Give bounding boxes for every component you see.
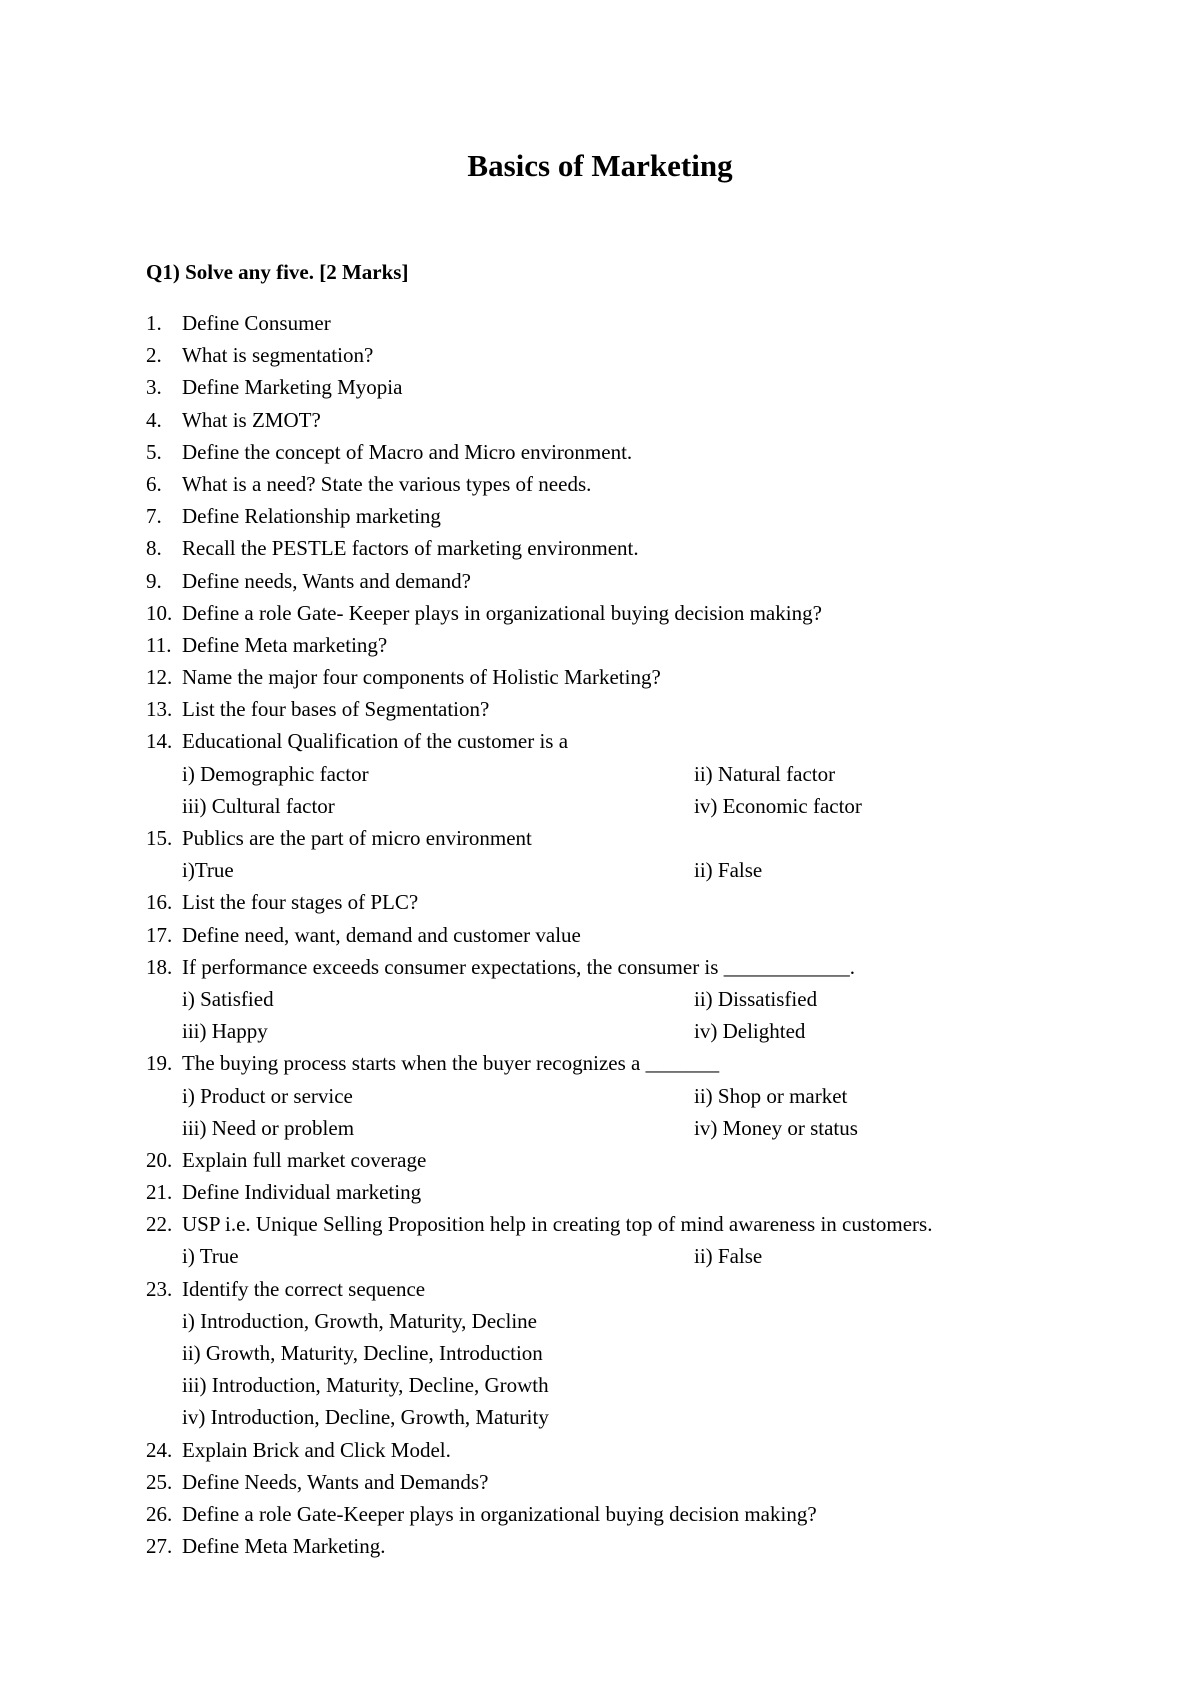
option-row: [146, 1305, 1106, 1337]
question-text: Define the concept of Macro and Micro environment.: [182, 439, 633, 464]
question-item: [146, 532, 1106, 564]
option-left: i) Satisfied: [182, 986, 274, 1011]
question-number: 14.: [146, 729, 173, 754]
question-number: 6.: [146, 471, 162, 496]
option-row: [146, 1337, 1106, 1369]
question-text: Define Relationship marketing: [182, 504, 441, 529]
question-item: [146, 1434, 1106, 1466]
question-item: [146, 339, 1106, 371]
option-right: ii) Natural factor: [694, 761, 836, 786]
question-item: [146, 404, 1106, 436]
question-text: Define Individual marketing: [182, 1180, 422, 1205]
option-right: iv) Delighted: [694, 1019, 806, 1044]
question-text: Define need, want, demand and customer value: [182, 922, 581, 947]
question-number: 3.: [146, 375, 162, 400]
question-number: 11.: [146, 632, 172, 657]
question-text: What is segmentation?: [182, 343, 374, 368]
question-text: USP i.e. Unique Selling Proposition help in creating top of mind awareness in customers.: [182, 1212, 933, 1237]
question-number: 19.: [146, 1051, 173, 1076]
question-item: [146, 951, 1106, 983]
question-item: [146, 1273, 1106, 1305]
question-number: 17.: [146, 922, 173, 947]
question-number: 1.: [146, 311, 162, 335]
question-text: List the four stages of PLC?: [182, 890, 419, 915]
question-text: Define Meta marketing?: [182, 632, 388, 657]
question-number: 27.: [146, 1534, 173, 1559]
question-number: 22.: [146, 1212, 173, 1237]
question-text: What is ZMOT?: [182, 407, 321, 432]
question-item: [146, 1498, 1106, 1530]
question-item: [146, 371, 1106, 403]
option-right: ii) False: [694, 1244, 763, 1269]
question-number: 21.: [146, 1180, 173, 1205]
question-item: [146, 307, 1106, 339]
question-number: 7.: [146, 504, 162, 529]
question-number: 9.: [146, 568, 162, 593]
question-number: 13.: [146, 697, 173, 722]
question-text: The buying process starts when the buyer recognizes a _______: [182, 1051, 720, 1076]
question-number: 25.: [146, 1469, 173, 1494]
section-heading: Q1) Solve any five. [2 Marks]: [146, 260, 409, 284]
question-item: [146, 597, 1106, 629]
option-left: i)True: [182, 858, 234, 883]
question-number: 8.: [146, 536, 162, 561]
question-text: Recall the PESTLE factors of marketing environment.: [182, 536, 639, 561]
option-right: iv) Money or status: [694, 1115, 858, 1140]
question-item: [146, 1047, 1106, 1079]
option-row: [146, 1015, 1106, 1047]
option-right: iv) Economic factor: [694, 793, 862, 818]
question-item: [146, 1208, 1106, 1240]
option-left: i) Demographic factor: [182, 761, 369, 786]
question-text: Identify the correct sequence: [182, 1276, 426, 1301]
question-text: Define Needs, Wants and Demands?: [182, 1469, 489, 1494]
question-number: 12.: [146, 665, 173, 690]
option-left: iii) Happy: [182, 1019, 268, 1044]
question-text: Educational Qualification of the customer is a: [182, 729, 569, 754]
question-item: [146, 629, 1106, 661]
question-text: Name the major four components of Holistic Marketing?: [182, 665, 661, 690]
question-item: [146, 919, 1106, 951]
question-text: List the four bases of Segmentation?: [182, 697, 490, 722]
question-item: [146, 1530, 1106, 1562]
question-text: Define needs, Wants and demand?: [182, 568, 471, 593]
question-text: Define Marketing Myopia: [182, 375, 403, 400]
option-row: [146, 1080, 1106, 1112]
option-left: iii) Cultural factor: [182, 793, 335, 818]
option-item: i) Introduction, Growth, Maturity, Decline: [182, 1308, 537, 1333]
option-row: [146, 854, 1106, 886]
question-item: [146, 693, 1106, 725]
option-row: [146, 1401, 1106, 1433]
option-row: [146, 1240, 1106, 1272]
question-text: Explain Brick and Click Model.: [182, 1437, 451, 1462]
question-item: [146, 886, 1106, 918]
question-number: 4.: [146, 407, 162, 432]
question-number: 16.: [146, 890, 173, 915]
question-number: 10.: [146, 600, 173, 625]
question-item: [146, 1144, 1106, 1176]
question-number: 5.: [146, 439, 162, 464]
question-text: Publics are the part of micro environment: [182, 826, 532, 850]
option-row: [146, 1369, 1106, 1401]
option-left: i) True: [182, 1244, 239, 1269]
option-row: [146, 1112, 1106, 1144]
question-text: Define a role Gate-Keeper plays in organizational buying decision making?: [182, 1501, 817, 1526]
option-row: [146, 983, 1106, 1015]
option-right: ii) False: [694, 858, 763, 883]
question-text: Define a role Gate- Keeper plays in organizational buying decision making?: [182, 600, 822, 625]
question-item: [146, 500, 1106, 532]
question-text: Explain full market coverage: [182, 1147, 427, 1172]
question-item: [146, 1176, 1106, 1208]
question-text: Define Consumer: [182, 311, 331, 335]
option-right: ii) Shop or market: [694, 1083, 848, 1108]
option-right: ii) Dissatisfied: [694, 986, 818, 1011]
question-item: [146, 436, 1106, 468]
option-item: iii) Introduction, Maturity, Decline, Growth: [182, 1373, 549, 1398]
option-item: ii) Growth, Maturity, Decline, Introduction: [182, 1341, 543, 1365]
question-text: Define Meta Marketing.: [182, 1534, 386, 1559]
question-number: 24.: [146, 1437, 173, 1462]
question-number: 26.: [146, 1501, 173, 1526]
question-number: 23.: [146, 1276, 173, 1301]
option-left: iii) Need or problem: [182, 1115, 355, 1140]
question-item: [146, 661, 1106, 693]
question-item: [146, 725, 1106, 757]
question-number: 20.: [146, 1147, 173, 1172]
document-title: Basics of Marketing: [467, 148, 733, 183]
question-list: [146, 307, 1106, 1562]
option-item: iv) Introduction, Decline, Growth, Maturity: [182, 1405, 549, 1430]
question-number: 2.: [146, 343, 162, 368]
question-item: [146, 468, 1106, 500]
question-number: 18.: [146, 954, 173, 979]
question-item: [146, 822, 1106, 854]
question-text: If performance exceeds consumer expectations, the consumer is ____________.: [182, 954, 855, 979]
option-row: [146, 758, 1106, 790]
question-item: [146, 565, 1106, 597]
question-text: What is a need? State the various types of needs.: [182, 471, 592, 496]
option-row: [146, 790, 1106, 822]
question-number: 15.: [146, 826, 173, 850]
question-item: [146, 1466, 1106, 1498]
option-left: i) Product or service: [182, 1083, 353, 1108]
